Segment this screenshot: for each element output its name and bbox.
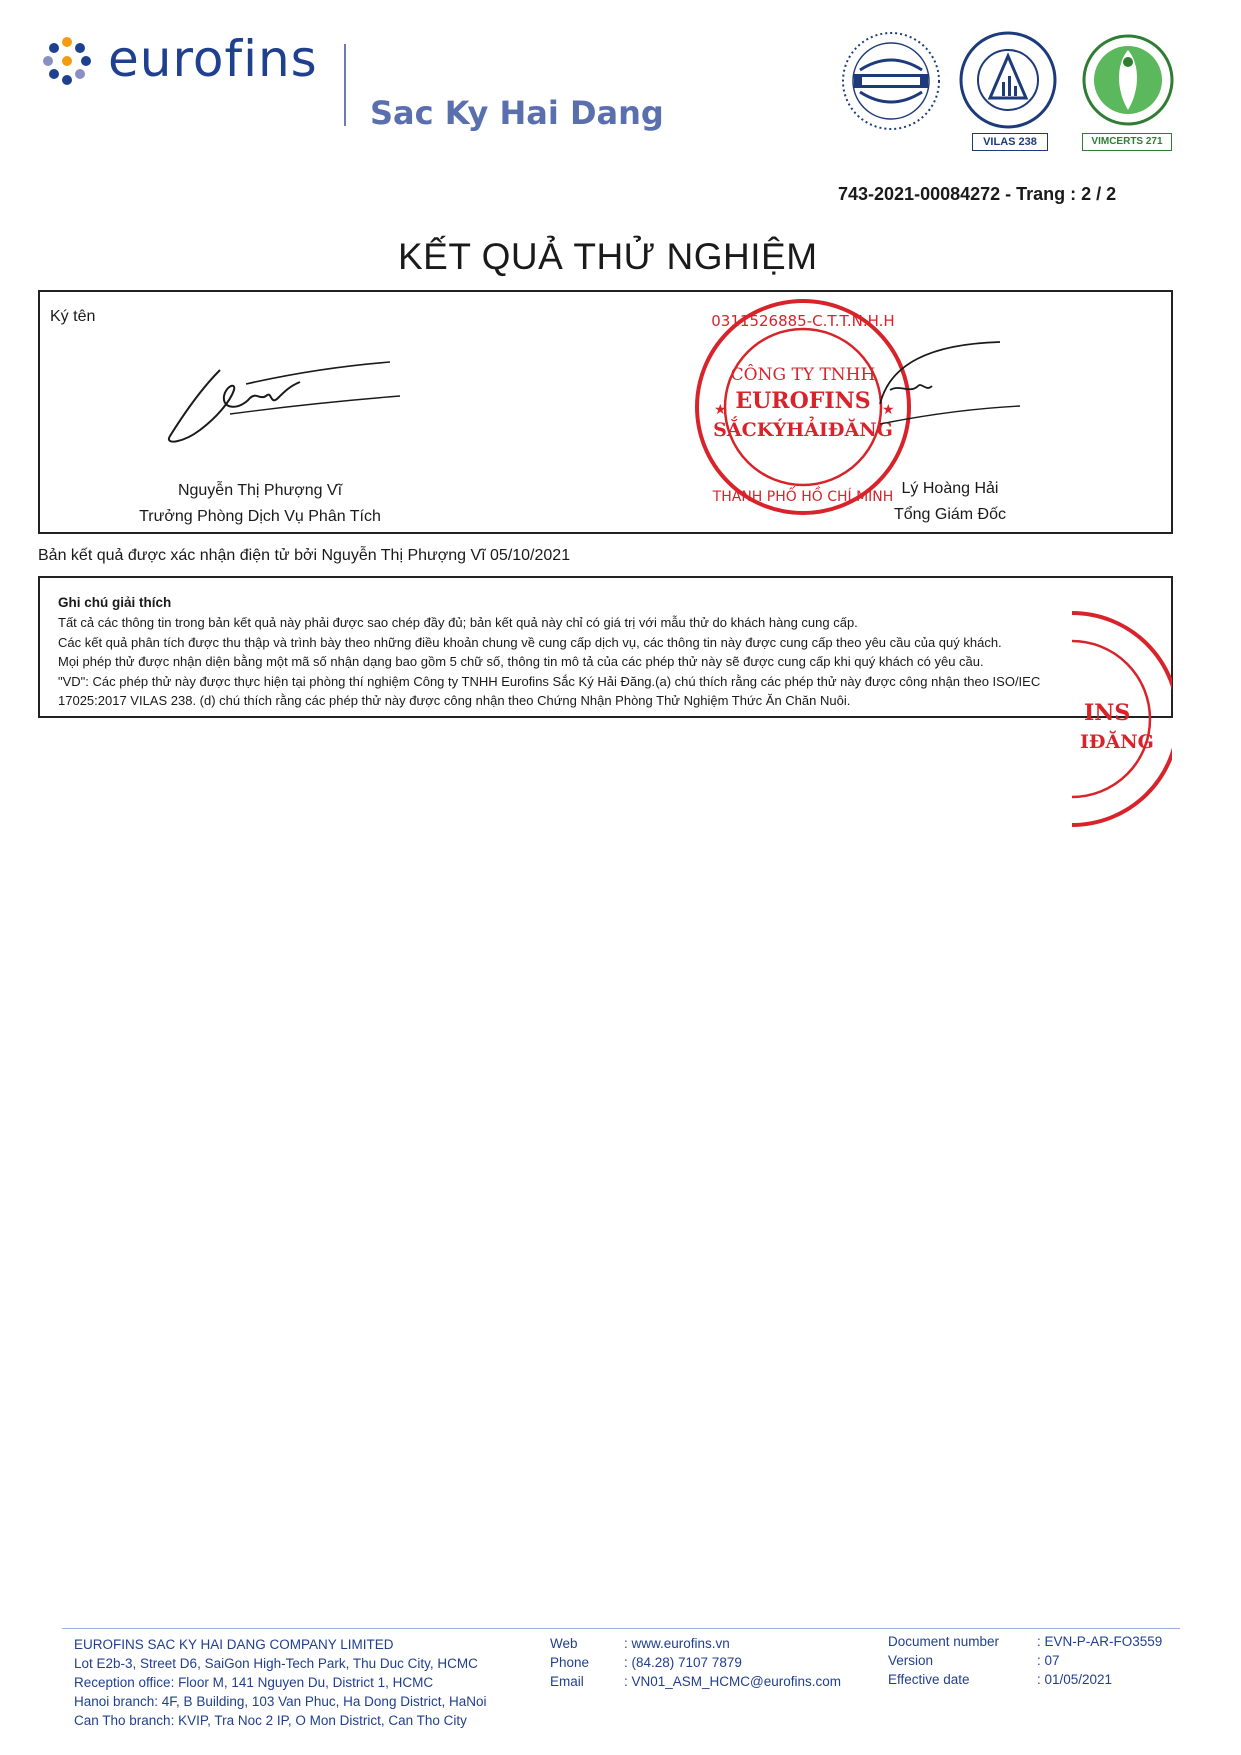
notes-heading: Ghi chú giải thích (58, 595, 172, 610)
footer-company: EUROFINS SAC KY HAI DANG COMPANY LIMITED (74, 1637, 394, 1652)
footer-doc-number-label: Document number (888, 1634, 1000, 1649)
footer-rule (62, 1628, 1180, 1629)
partial-stamp-icon (1072, 608, 1172, 830)
signer-right-position: Tổng Giám Đốc (893, 506, 1007, 523)
signer-left-position: Trưởng Phòng Dịch Vụ Phân Tích (139, 508, 381, 525)
svg-text:EUROFINS: EUROFINS (735, 388, 871, 414)
vilas-label: VILAS 238 (972, 133, 1048, 151)
footer-version-value: : 07 (1037, 1653, 1060, 1668)
note-line: "VD": Các phép thử này được thực hiện tại phòng thí nghiệm Công ty TNHH Eurofins Sắc Ký Hải Đăng.(a) chú thích rằng các phép thử này được công nhận theo ISO/IEC (58, 674, 1041, 689)
footer-web-label: Web (550, 1636, 578, 1651)
footer-email-link[interactable]: : VN01_ASM_HCMC@eurofins.com (624, 1674, 842, 1689)
footer-address: Lot E2b-3, Street D6, SaiGon High-Tech Park, Thu Duc City, HCMC (74, 1656, 478, 1671)
signature-label: Ký tên (50, 308, 96, 325)
svg-text:0311526885-C.T.T.N.H.H: 0311526885-C.T.T.N.H.H (711, 312, 895, 330)
note-line: Mọi phép thử được nhận diện bằng một mã số nhận dạng bao gồm 5 chữ số, thông tin mô tả của các phép thử này sẽ được cung cấp khi quý khách có yêu cầu. (58, 654, 984, 669)
document-reference: 743-2021-00084272 - Trang : 2 / 2 (838, 184, 1117, 204)
note-line: 17025:2017 VILAS 238. (d) chú thích rằng các phép thử này được công nhận theo Chứng Nhận Phòng Thử Nghiệm Thức Ăn Chăn Nuôi. (58, 693, 851, 708)
footer-phone-label: Phone (550, 1655, 590, 1670)
boa-vietnam-icon (958, 30, 1058, 132)
signature-right-icon (870, 334, 1020, 434)
footer-email-label: Email (550, 1674, 584, 1689)
footer-address: Reception office: Floor M, 141 Nguyen Du, District 1, HCMC (74, 1675, 434, 1690)
footer-address: Can Tho branch: KVIP, Tra Noc 2 IP, O Mon District, Can Tho City (74, 1713, 467, 1728)
footer-effective-date-label: Effective date (888, 1672, 970, 1687)
footer-effective-date-value: : 01/05/2021 (1037, 1672, 1113, 1687)
footer-doc-number-value: : EVN-P-AR-FO3559 (1037, 1634, 1163, 1649)
footer-web-link[interactable]: : www.eurofins.vn (624, 1636, 730, 1651)
signer-left-name: Nguyễn Thị Phượng Vĩ (177, 482, 343, 499)
note-line: Các kết quả phân tích được thu thập và trình bày theo những điều khoản chung về cung cấp dịch vụ, các thông tin này được cung cấp theo yêu cầu của quý khách. (58, 635, 1002, 650)
note-line: Tất cả các thông tin trong bản kết quả này phải được sao chép đầy đủ; bản kết quả này chỉ có giá trị với mẫu thử do khách hàng cung cấp. (58, 615, 858, 630)
subbrand-name: Sac Ky Hai Dang (370, 94, 664, 132)
svg-text:IĐĂNG: IĐĂNG (1080, 731, 1154, 753)
svg-text:★: ★ (882, 401, 895, 417)
brand-divider (344, 44, 346, 126)
footer-address: Hanoi branch: 4F, B Building, 103 Van Phuc, Ha Dong District, HaNoi (74, 1694, 487, 1709)
ilac-mra-icon (840, 30, 942, 132)
svg-text:★: ★ (714, 401, 727, 417)
footer-version-label: Version (888, 1653, 934, 1668)
svg-text:SẮCKÝHẢIĐĂNG: SẮCKÝHẢIĐĂNG (713, 419, 893, 441)
svg-text:CÔNG TY TNHH: CÔNG TY TNHH (730, 365, 876, 385)
eurofins-logo-icon (40, 34, 94, 88)
svg-text:INS: INS (1084, 700, 1131, 726)
vimcerts-icon (1082, 30, 1174, 132)
svg-text:THÀNH PHỐ HỒ CHÍ MINH: THÀNH PHỐ HỒ CHÍ MINH (712, 489, 894, 505)
brand-name: eurofins (108, 30, 318, 88)
electronic-confirmation: Bản kết quả được xác nhận điện tử bởi Nguyễn Thị Phượng Vĩ 05/10/2021 (38, 547, 571, 564)
page-title: KẾT QUẢ THỬ NGHIỆM (398, 236, 818, 277)
footer-phone-value: : (84.28) 7107 7879 (624, 1655, 742, 1670)
signer-right-name: Lý Hoàng Hải (901, 480, 999, 497)
signature-left-icon (160, 350, 410, 450)
vimcerts-label: VIMCERTS 271 (1082, 133, 1172, 151)
